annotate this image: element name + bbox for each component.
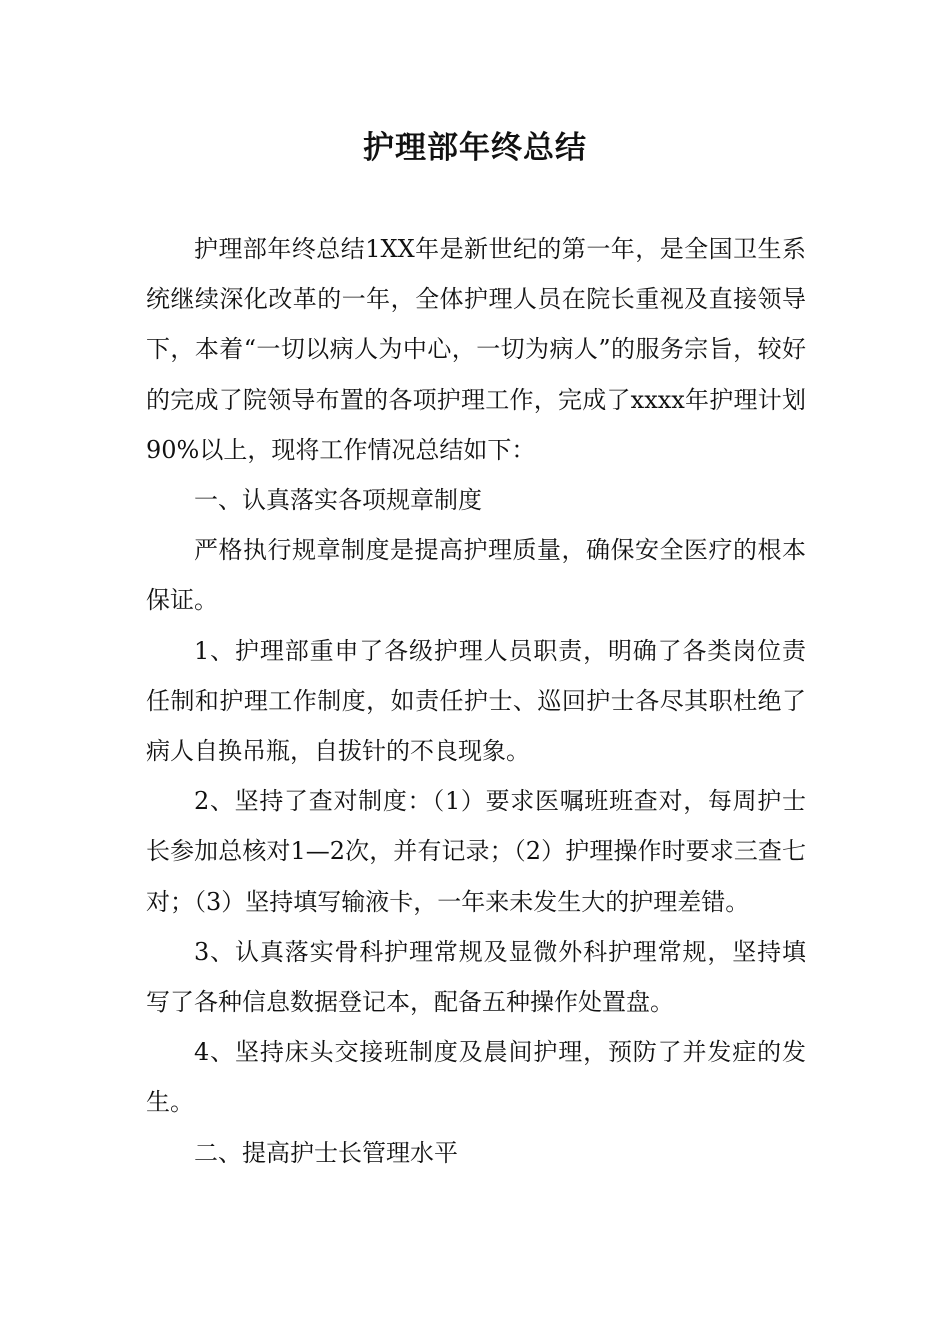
- list-item-4: 4、坚持床头交接班制度及晨间护理，预防了并发症的发生。: [146, 1038, 806, 1117]
- document-title: 护理部年终总结: [363, 130, 587, 166]
- intro-paragraph: 护理部年终总结1XX年是新世纪的第一年，是全国卫生系统继续深化改革的一年，全体护理人员在院长重视及直接领导下，本着“一切以病人为中心，一切为病人”的服务宗旨，较好的完成了院领导布置的各项护理工作，完成了xxxx年护理计划90%以上，现将工作情况总结如下：: [146, 235, 806, 464]
- section-heading-2: 二、提高护士长管理水平: [194, 1138, 458, 1167]
- document-body: [146, 224, 806, 1178]
- list-item-3: 3、认真落实骨科护理常规及显微外科护理常规，坚持填写了各种信息数据登记本，配备五种操作处置盘。: [146, 937, 806, 1017]
- section-heading-1: 一、认真落实各项规章制度: [194, 486, 482, 515]
- list-item-2: 2、坚持了查对制度：（1）要求医嘱班班查对，每周护士长参加总核对1—2次，并有记录；（2）护理操作时要求三查七对；（3）坚持填写输液卡，一年来未发生大的护理差错。: [146, 787, 806, 916]
- section-1-paragraph: 严格执行规章制度是提高护理质量，确保安全医疗的根本保证。: [146, 536, 806, 615]
- list-item-1: 1、护理部重申了各级护理人员职责，明确了各类岗位责任制和护理工作制度，如责任护士、巡回护士各尽其职杜绝了病人自换吊瓶，自拔针的不良现象。: [146, 636, 806, 766]
